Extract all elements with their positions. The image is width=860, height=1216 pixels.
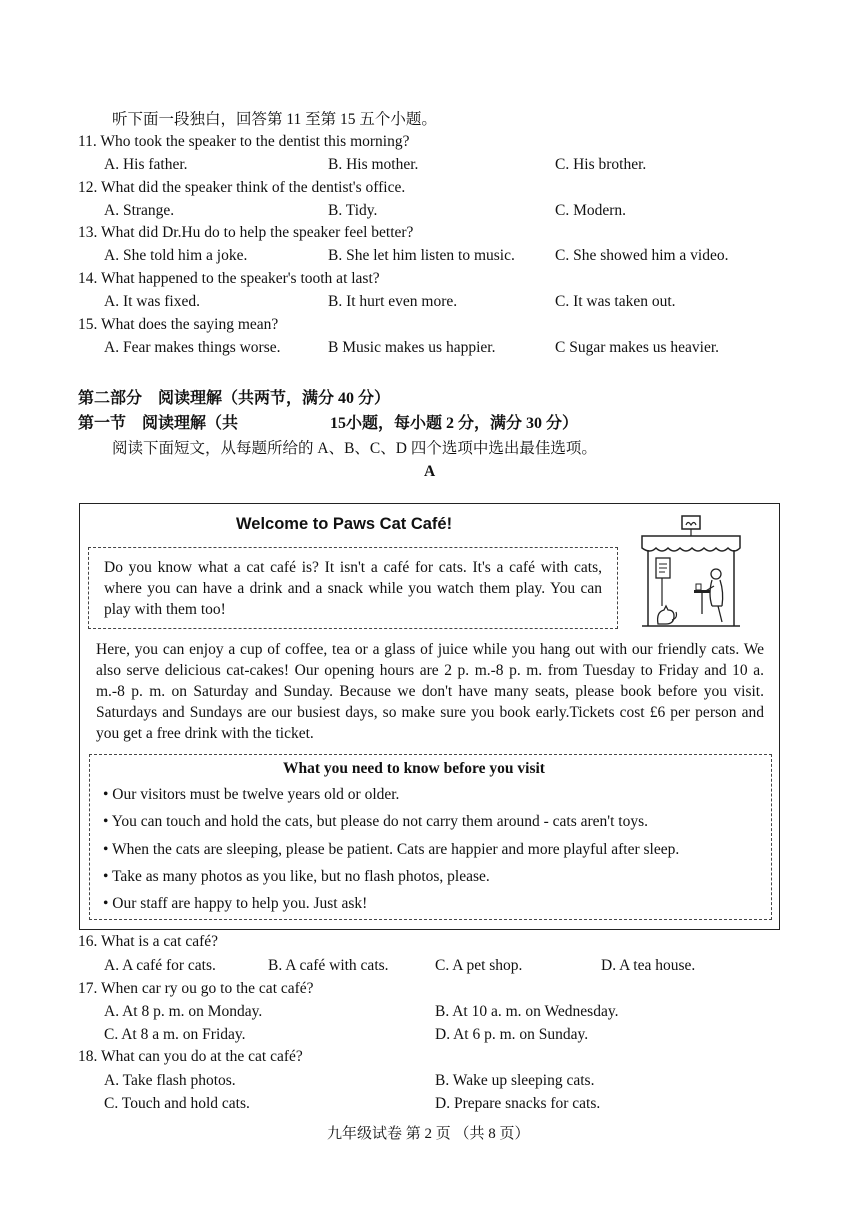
question-14-option-b: B. It hurt even more. <box>328 293 458 310</box>
question-16-stem: 16. What is a cat café? <box>78 933 218 950</box>
question-11-option-c: C. His brother. <box>555 156 647 173</box>
question-18-option-b: B. Wake up sleeping cats. <box>435 1072 595 1089</box>
rule-item: • You can touch and hold the cats, but please do not carry them around - cats aren't toys. <box>103 813 648 830</box>
question-11-option-a: A. His father. <box>104 156 188 173</box>
question-16-option-d: D. A tea house. <box>601 957 696 974</box>
cafe-body-text: Here, you can enjoy a cup of coffee, tea or a glass of juice while you hang out with our friendly cats. We also serve delicious cat-cakes! Our opening hours are 2 p. m.-8 p. m. from Tuesday to Friday and 10 a. m.-8 p. m. on Saturday and Sunday. Because we don't have many seats, please book before you visit. Saturdays and Sundays are our busiest days, so make sure you book early.Tickets cost £6 per person and you get a free drink with the ticket. <box>96 641 764 742</box>
passage-letter: A <box>424 463 436 480</box>
question-16-option-b: B. A café with cats. <box>268 957 389 974</box>
cafe-title: Welcome to Paws Cat Café! <box>236 515 453 533</box>
question-18-option-c: C. Touch and hold cats. <box>104 1095 250 1112</box>
section1-details: 15小题，每小题 2 分，满分 30 分） <box>330 415 579 432</box>
question-12-option-c: C. Modern. <box>555 202 627 219</box>
question-15-stem: 15. What does the saying mean? <box>78 316 279 333</box>
question-15-option-a: A. Fear makes things worse. <box>104 339 281 356</box>
page-footer: 九年级试卷 第 2 页 （共 8 页） <box>327 1126 530 1142</box>
question-15-option-c: C Sugar makes us heavier. <box>555 339 720 356</box>
question-18-option-d: D. Prepare snacks for cats. <box>435 1095 601 1112</box>
question-17-stem: 17. When car ry ou go to the cat café? <box>78 980 314 997</box>
question-17-option-a: A. At 8 p. m. on Monday. <box>104 1003 263 1020</box>
question-13-option-c: C. She showed him a video. <box>555 247 729 264</box>
rule-item: • Our visitors must be twelve years old or older. <box>103 786 400 803</box>
question-14-stem: 14. What happened to the speaker's tooth at last? <box>78 270 380 287</box>
cafe-illustration <box>632 514 748 632</box>
part2-heading: 第二部分 阅读理解（共两节，满分 40 分） <box>78 390 391 407</box>
question-12-stem: 12. What did the speaker think of the dentist's office. <box>78 179 406 196</box>
question-11-option-b: B. His mother. <box>328 156 419 173</box>
question-18-stem: 18. What can you do at the cat café? <box>78 1048 303 1065</box>
rules-title: What you need to know before you visit <box>283 760 545 777</box>
question-11-stem: 11. Who took the speaker to the dentist this morning? <box>78 133 410 150</box>
question-13-stem: 13. What did Dr.Hu do to help the speaker feel better? <box>78 224 414 241</box>
section1-label: 第一节 阅读理解（共 <box>78 415 239 432</box>
cat-cafe-sign-icon <box>682 516 700 529</box>
question-14-option-a: A. It was fixed. <box>104 293 200 310</box>
rule-item: • Take as many photos as you like, but no flash photos, please. <box>103 868 490 885</box>
question-13-option-a: A. She told him a joke. <box>104 247 248 264</box>
question-18-option-a: A. Take flash photos. <box>104 1072 236 1089</box>
question-17-option-b: B. At 10 a. m. on Wednesday. <box>435 1003 619 1020</box>
question-12-option-a: A. Strange. <box>104 202 175 219</box>
question-17-option-d: D. At 6 p. m. on Sunday. <box>435 1026 589 1043</box>
question-12-option-b: B. Tidy. <box>328 202 378 219</box>
rule-item: • When the cats are sleeping, please be patient. Cats are happier and more playful after sleep. <box>103 841 680 858</box>
question-14-option-c: C. It was taken out. <box>555 293 676 310</box>
rule-item: • Our staff are happy to help you. Just ask! <box>103 895 368 912</box>
cafe-intro-text: Do you know what a cat café is? It isn't a café for cats. It's a café with cats, where you can have a drink and a snack while you watch them play. You can play with them too! <box>104 559 602 618</box>
reading-instruction: 阅读下面短文，从每题所给的 A、B、C、D 四个选项中选出最佳选项。 <box>112 440 597 457</box>
question-16-option-c: C. A pet shop. <box>435 957 523 974</box>
question-17-option-c: C. At 8 a m. on Friday. <box>104 1026 246 1043</box>
question-13-option-b: B. She let him listen to music. <box>328 247 515 264</box>
question-15-option-b: B Music makes us happier. <box>328 339 496 356</box>
question-16-option-a: A. A café for cats. <box>104 957 216 974</box>
listening-intro: 听下面一段独白，回答第 11 至第 15 五个小题。 <box>112 111 437 128</box>
